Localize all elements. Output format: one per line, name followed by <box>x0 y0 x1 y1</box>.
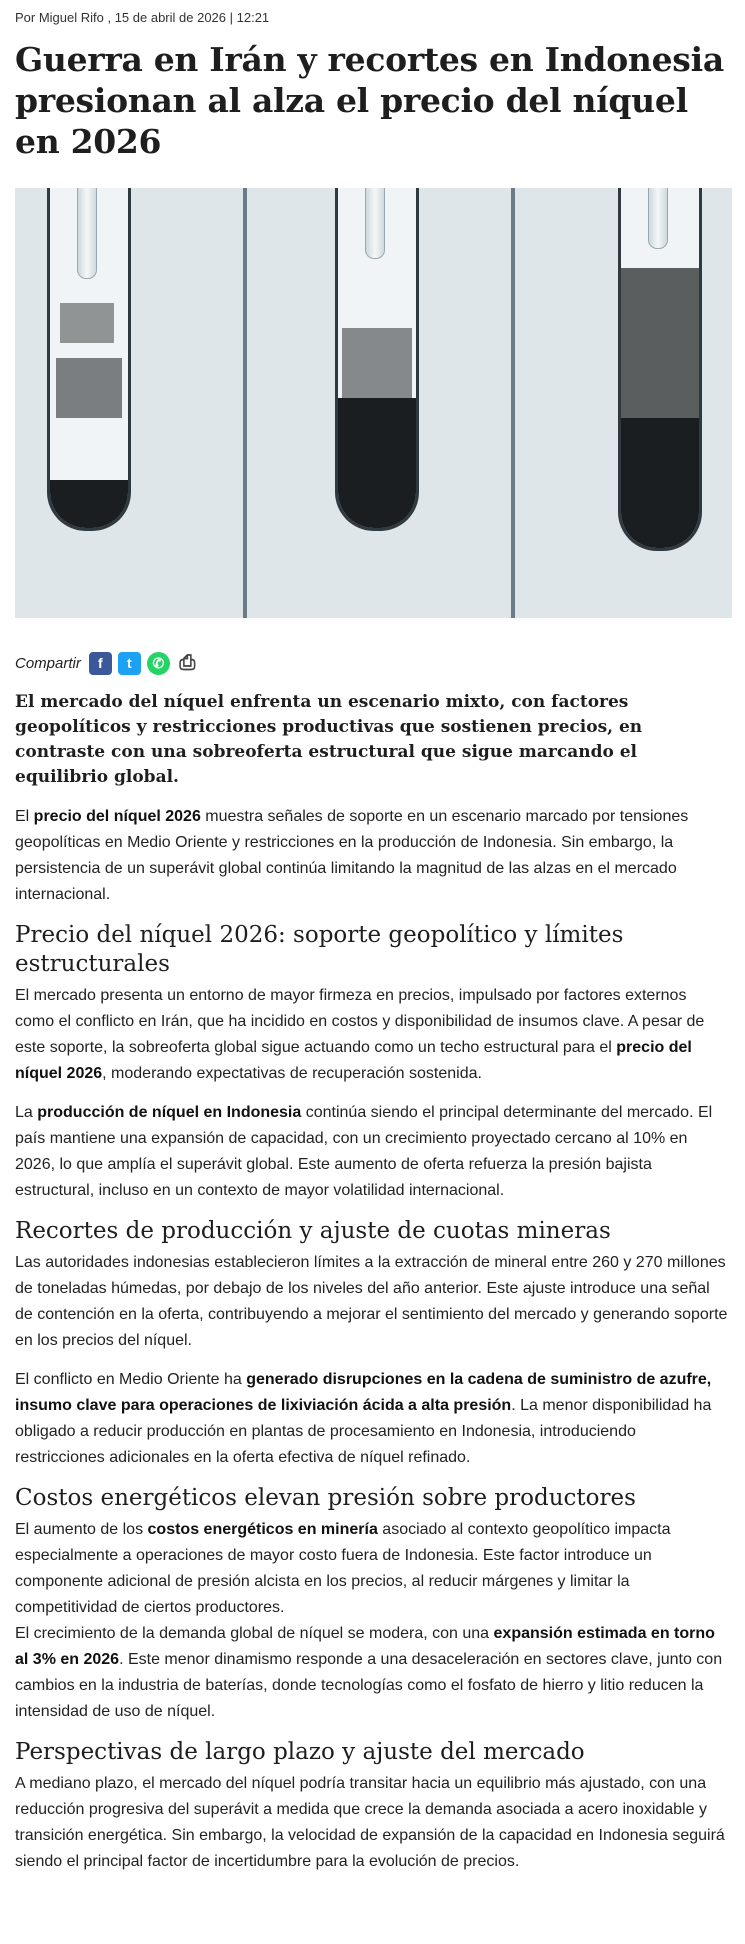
twitter-icon[interactable]: t <box>118 652 141 675</box>
paragraph: A mediano plazo, el mercado del níquel podría transitar hacia un equilibrio más ajustado, con una reducción progresiva del superávit a medida que crece la demanda asociada a acero inoxidable y transición energética. Sin embargo, la velocidad de expansión de la capacidad en Indonesia seguirá siendo el principal factor de incertidumbre para la evolución de precios. <box>15 1775 725 1870</box>
section-heading: Perspectivas de largo plazo y ajuste del mercado <box>15 1739 585 1765</box>
section-heading: Recortes de producción y ajuste de cuotas mineras <box>15 1218 611 1244</box>
paragraph: El aumento de los costos energéticos en minería asociado al contexto geopolítico impacta especialmente a operaciones de mayor costo fuera de Indonesia. Este factor introduce un componente adicional de presión alcista en los precios, al reducir márgenes y limitar la competitividad de ciertos productores. <box>15 1521 671 1616</box>
dropper <box>648 188 668 249</box>
image-divider <box>511 188 515 618</box>
paragraph: El mercado presenta un entorno de mayor firmeza en precios, impulsado por factores externos como el conflicto en Irán, que ha incidido en costos y disponibilidad de insumos clave. A pesar de este soporte, la sobreoferta global sigue actuando como un techo estructural para el precio del níquel 2026, moderando expectativas de recuperación sostenida. <box>15 987 705 1082</box>
paragraph: La producción de níquel en Indonesia continúa siendo el principal determinante del mercado. El país mantiene una expansión de capacidad, con un crecimiento proyectado cercano al 10% en 2026, lo que amplía el superávit global. Este aumento de oferta refuerza la presión bajista estructural, incluso en un contexto de mayor volatilidad internacional. <box>15 1104 713 1199</box>
share-label: Compartir <box>15 654 81 672</box>
section-heading: Precio del níquel 2026: soporte geopolítico y límites estructurales <box>15 922 624 977</box>
dropper <box>365 188 385 259</box>
section-heading: Costos energéticos elevan presión sobre productores <box>15 1485 636 1511</box>
article-title: Guerra en Irán y recortes en Indonesia presionan al alza el precio del níquel en 2026 <box>15 40 724 161</box>
byline: Por Miguel Rifo , 15 de abril de 2026 | 12:21 <box>15 10 270 25</box>
hero-image <box>15 188 732 618</box>
print-icon[interactable]: ⎙ <box>176 652 199 675</box>
paragraph: El precio del níquel 2026 muestra señales de soporte en un escenario marcado por tensiones geopolíticas en Medio Oriente y restricciones en la producción de Indonesia. Sin embargo, la persistencia de un superávit global continúa limitando la magnitud de las alzas en el mercado internacional. <box>15 808 689 903</box>
facebook-icon[interactable]: f <box>89 652 112 675</box>
whatsapp-icon[interactable]: ✆ <box>147 652 170 675</box>
share-bar <box>15 648 730 678</box>
article-lead: El mercado del níquel enfrenta un escenario mixto, con factores geopolíticos y restricciones productivas que sostienen precios, en contraste con una sobreoferta estructural que sigue marcando el equilibrio global. <box>15 692 643 787</box>
paragraph: El conflicto en Medio Oriente ha generado disrupciones en la cadena de suministro de azufre, insumo clave para operaciones de lixiviación ácida a alta presión. La menor disponibilidad ha obligado a reducir producción en plantas de procesamiento en Indonesia, introduciendo restricciones adicionales en la oferta efectiva de níquel refinado. <box>15 1371 712 1466</box>
paragraph: El crecimiento de la demanda global de níquel se modera, con una expansión estimada en torno al 3% en 2026. Este menor dinamismo responde a una desaceleración en sectores clave, junto con cambios en la industria de baterías, donde tecnologías como el fosfato de hierro y litio reducen la intensidad de uso de níquel. <box>15 1625 723 1720</box>
dropper <box>77 188 97 279</box>
paragraph: Las autoridades indonesias establecieron límites a la extracción de mineral entre 260 y 270 millones de toneladas húmedas, por debajo de los niveles del año anterior. Este ajuste introduce una señal de contención en la oferta, contribuyendo a mejorar el sentimiento del mercado y generando soporte en los precios del níquel. <box>15 1254 728 1349</box>
image-divider <box>243 188 247 618</box>
